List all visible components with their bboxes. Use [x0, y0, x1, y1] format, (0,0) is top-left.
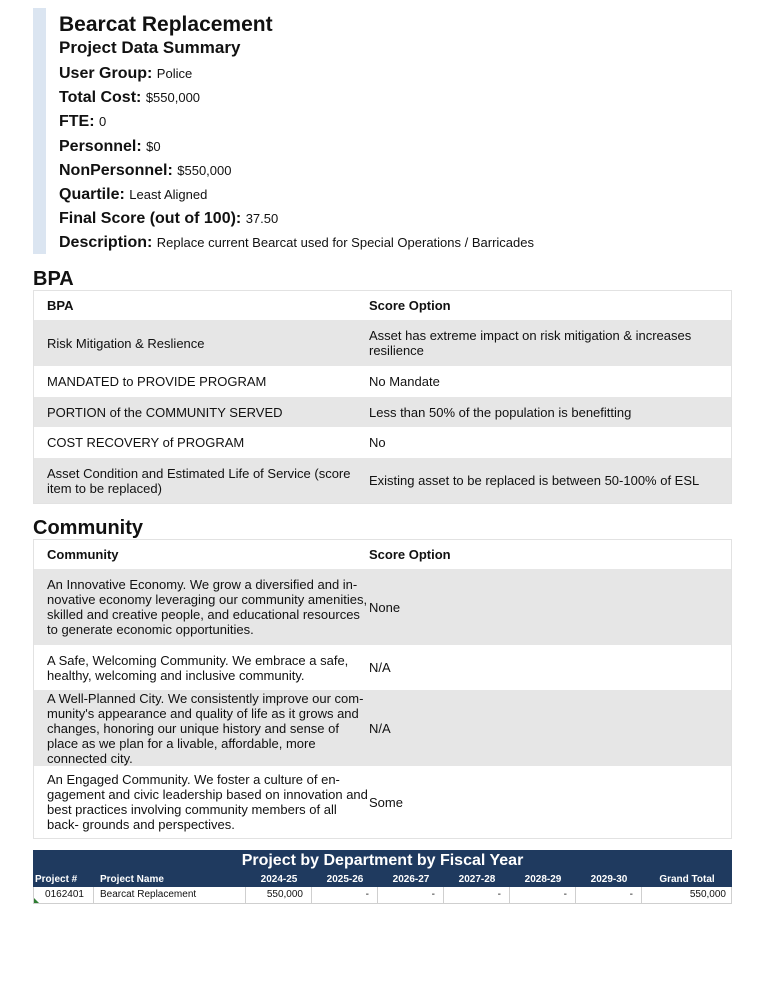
- project-subtitle: Project Data Summary: [59, 38, 241, 57]
- table-row: An Innovative Economy. We grow a diversified and in- novative economy leveraging our community amenities, skilled and creative people, and educational resources to generate economic opportunities. None: [34, 569, 731, 645]
- table-row: Asset Condition and Estimated Life of Service (score item to be replaced) Existing asset to be replaced is between 50-100% of ESL: [34, 458, 731, 503]
- community-section-title: Community: [33, 517, 143, 539]
- community-header-row: [34, 540, 731, 569]
- score-option-header-col: Score Option: [369, 298, 451, 313]
- fiscal-header-row: Project # Project Name 2024-25 2025-26 2026-27 2027-28 2028-29 2029-30 Grand Total: [33, 872, 732, 887]
- table-row: A Safe, Welcoming Community. We embrace a safe, healthy, welcoming and inclusive community. N/A: [34, 645, 731, 690]
- fiscal-table-title: Project by Department by Fiscal Year: [33, 850, 732, 872]
- community-table: [33, 539, 732, 839]
- cell-marker-icon: [34, 898, 39, 903]
- field-personnel: Personnel: $0: [59, 137, 161, 155]
- field-final-score: Final Score (out of 100): 37.50: [59, 210, 279, 228]
- table-row: 0162401 Bearcat Replacement 550,000 - - - - - 550,000: [33, 887, 732, 904]
- table-row: An Engaged Community. We foster a culture of en- gagement and civic leadership based on innovation and best practices involving community members of all back- grounds and perspectives. Some: [34, 766, 731, 838]
- field-nonpersonnel: NonPersonnel: $550,000: [59, 161, 232, 179]
- score-option-header-col: Score Option: [369, 547, 451, 562]
- table-row: COST RECOVERY of PROGRAM No: [34, 427, 731, 458]
- table-row: A Well-Planned City. We consistently improve our com- munity's appearance and quality of life as it grows and changes, honoring our unique history and sense of place as we plan for a livable, affordable, more connected city. N/A: [34, 690, 731, 766]
- project-number-cell: 0162401: [33, 887, 94, 903]
- field-total-cost: Total Cost: $550,000: [59, 89, 201, 107]
- bpa-header-col: BPA: [47, 298, 74, 313]
- fiscal-year-table: [33, 850, 732, 904]
- table-row: Risk Mitigation & Reslience Asset has extreme impact on risk mitigation & increases resilience: [34, 320, 731, 366]
- summary-accent-bar: [33, 8, 46, 254]
- bpa-section-title: BPA: [33, 268, 74, 290]
- bpa-table: [33, 290, 732, 504]
- project-title: Bearcat Replacement: [59, 13, 273, 36]
- field-fte: FTE: 0: [59, 113, 107, 131]
- project-summary: [33, 8, 733, 254]
- community-header-col: Community: [47, 547, 119, 562]
- field-user-group: User Group: Police: [59, 65, 193, 82]
- field-quartile: Quartile: Least Aligned: [59, 186, 208, 204]
- bpa-header-row: [34, 291, 731, 320]
- field-description: Description: Replace current Bearcat used for Special Operations / Barricades: [59, 234, 534, 252]
- table-row: PORTION of the COMMUNITY SERVED Less than 50% of the population is benefitting: [34, 397, 731, 427]
- table-row: MANDATED to PROVIDE PROGRAM No Mandate: [34, 366, 731, 397]
